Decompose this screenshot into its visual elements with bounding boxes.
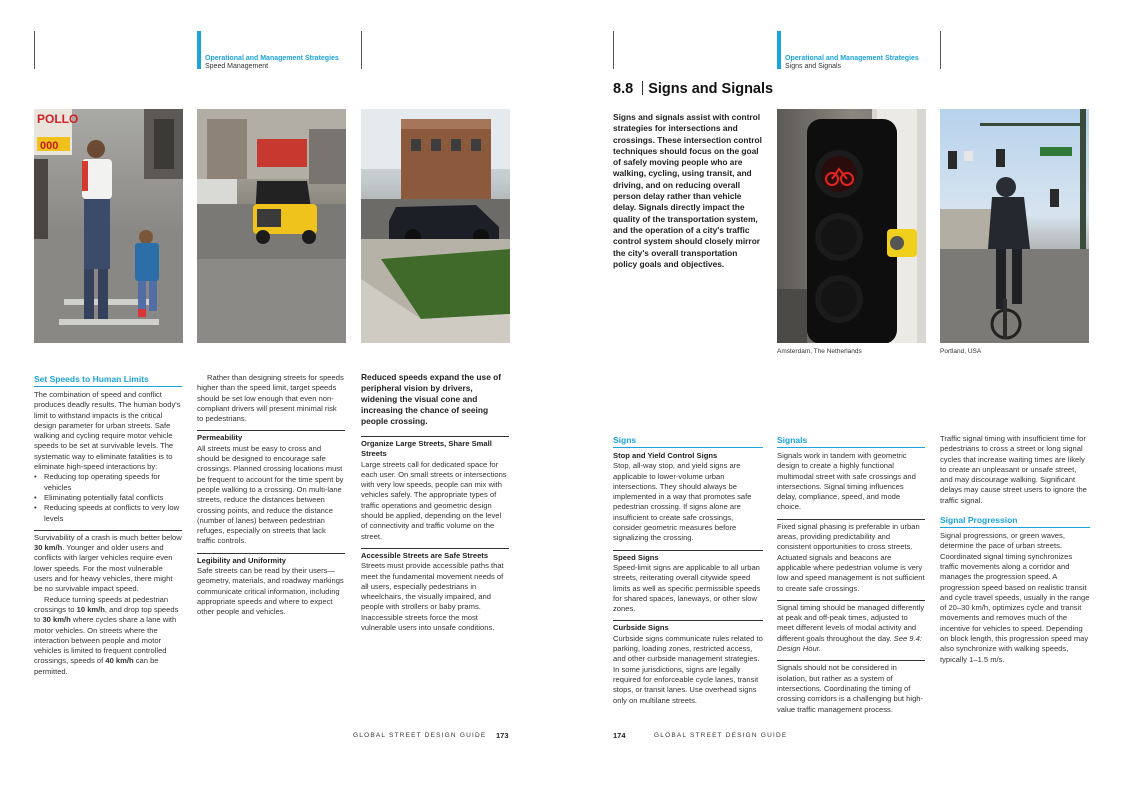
section-heading (613, 80, 773, 98)
left-header-subcategory: Speed Management (205, 63, 269, 70)
stop-yield-heading: Stop and Yield Control Signs (613, 451, 718, 460)
signal-system-section (777, 660, 925, 714)
legibility-section (197, 553, 345, 618)
signal-timing-text: Signal timing should be managed differently at peak and off-peak times, adjusted to meet different levels of modal activity and different goals throughout the day. (777, 602, 925, 643)
signals-paragraph-2: Fixed signal phasing is preferable in urban areas, providing predictability and consistent opportunities to cross streets. Actuated signals and beacons are applicable where pedestrian volume is very low and speed management is not sufficient to create safe crossings. (777, 521, 925, 593)
right-header-category: Operational and Management Strategies (785, 55, 919, 62)
cyclist-photo-art (940, 109, 1089, 343)
organize-section (361, 436, 509, 542)
header-divider-left-1 (34, 31, 35, 69)
legibility-heading: Legibility and Uniformity (197, 555, 287, 565)
set-speeds-paragraph-1: The combination of speed and conflict produces deadly results. The human body's limit to withstand impacts is the critical design parameter for urban streets. Safe walking and cycling require motor vehicle speeds to be set at survivable levels. The systematic way to eliminate fatalities is to eliminate high-speed interactions by: (34, 390, 181, 472)
accessible-heading: Accessible Streets are Safe Streets (361, 550, 489, 560)
legibility-body: Safe streets can be read by their users—geometry, materials, and roadway markings communicate critical information, including appropriate speeds and where to expect other people and vehicles. (197, 566, 344, 617)
target-speeds-paragraph: Rather than designing streets for speeds higher than the speed limit, target speeds should be set low enough that even non-compliant drivers will present minimal risk to pedestrians. (197, 373, 344, 424)
bicycle-traffic-signal-photo (777, 109, 926, 343)
svg-text:000: 000 (40, 140, 59, 152)
pedestrian-photo-art (34, 109, 183, 343)
right-header (785, 55, 935, 71)
bullet-item: • Reducing top operating speeds for vehicles (34, 472, 182, 493)
curbside-signs-section (613, 620, 763, 705)
right-footer-title: GLOBAL STREET DESIGN GUIDE (654, 732, 788, 739)
section-heading-separator (642, 81, 643, 95)
section-title: Signs and Signals (648, 81, 774, 97)
signs-signals-intro: Signs and signals assist with control strategies for intersections and crossings. These intersection control techniques should focus on the goal of safely moving people who are walking, cycling, using transit, and driving, and on reducing overall person delay rather than vehicle delay. Signals directly impact the quality of the transportation system, and the operation of a city's traffic control system should closely mirror the city's overall transportation policy goals and objectives. (613, 112, 762, 269)
set-speeds-title: Set Speeds to Human Limits (34, 373, 182, 387)
signals-paragraph-3 (777, 603, 925, 654)
signs-column (613, 434, 763, 706)
pedestrian-photo-adult-child (34, 109, 183, 343)
curbside-signs-body: Curbside signs communicate rules related to parking, loading zones, restricted access, and other curbside management strategies. In some jurisdictions, signs are legally required for enforceable cycle lanes, transit stops, or transit lanes. Use overhead signs only on multilane streets. (613, 633, 763, 705)
header-accent-bar-right (777, 31, 781, 69)
reduced-speeds-pull-quote: Reduced speeds expand the use of peripheral vision by drivers, widening the visual cone and increasing the chance of seeing people crossing. (361, 372, 502, 426)
photo-caption-amsterdam: Amsterdam, The Netherlands (777, 348, 862, 355)
fixed-phasing-section (777, 519, 925, 594)
cyclist-at-intersection-photo (940, 109, 1089, 343)
signs-title: Signs (613, 434, 763, 448)
signal-progression-column (940, 434, 1090, 665)
curbside-signs-heading: Curbside Signs (613, 623, 669, 633)
signal-photo-art (777, 109, 926, 343)
speed-40: 40 km/h (105, 656, 134, 666)
survivability-paragraph (34, 530, 182, 677)
survivability-speed: 30 km/h (34, 543, 63, 553)
turning-text-g: can be permitted. (34, 656, 159, 676)
bullet-item: • Reducing speeds at conflicts to very low levels (34, 503, 182, 524)
left-header-category: Operational and Management Strategies (205, 55, 339, 62)
speed-signs-body: Speed-limit signs are applicable to all urban streets, reiterating overall citywide speed limits as well as specific permissible speeds for shared spaces, laneways, or other slow zones. (613, 562, 761, 614)
turning-text-e: where cycles share a lane with motor vehicles. On streets where the interaction between people and motor vehicles is limited to frequent controlled crossings, speeds of (34, 615, 177, 666)
curb-photo-art (361, 109, 510, 343)
photo-caption-portland: Portland, USA (940, 348, 982, 355)
speed-signs-heading: Speed Signs (613, 552, 659, 562)
design-hour-reference: See 9.4: Design Hour. (777, 633, 922, 654)
left-page-number: 173 (496, 731, 509, 740)
svg-text:POLLO: POLLO (37, 112, 79, 126)
accessible-section (361, 548, 509, 633)
signals-title: Signals (777, 434, 925, 448)
bullet-item: • Eliminating potentially fatal conflicts (34, 493, 182, 503)
header-divider-right-1 (613, 31, 614, 69)
organize-column (361, 372, 509, 633)
survivability-text-c: . Younger and older users and conflicts with larger vehicles require even lower speeds. For the most vulnerable users and for heavy vehicles, there might be no survivable impact speed. (34, 543, 173, 594)
top-speed-30: 30 km/h (42, 615, 71, 625)
organize-body: Large streets call for dedicated space for each user. On small streets or intersections with very low speeds, people can mix with vehicles safely. The appropriate types of traffic operations and geometric design should be applied, depending on the level of connectivity and traffic volume on the street. (361, 459, 507, 541)
left-header (205, 55, 355, 71)
header-accent-bar-left (197, 31, 201, 69)
signal-timing-section (777, 600, 925, 654)
signals-paragraph-4: Signals should not be considered in isolation, but rather as a system of intersections. Coordinating the timing of crossing corridors is a challenging but high-value traffic management process. (777, 663, 924, 714)
speed-signs-section (613, 550, 763, 615)
signals-column (777, 434, 925, 715)
permeability-body: All streets must be easy to cross and should be designed to encourage safe crossings. Planned crossing locations must be frequent to account for the time spent by people walking to a crossing. On multi-lane streets, reduce the distances between crossing points, and reduce the distance (number of lanes) between pedestrian refuges, especially on streets that lack traffic controls. (197, 443, 344, 546)
header-divider-left-2 (361, 31, 362, 69)
section-number: 8.8 (613, 81, 634, 97)
turning-text-a: Reduce turning speeds at pedestrian crossings to (34, 594, 169, 614)
set-speeds-column (34, 373, 182, 677)
right-page-number: 174 (613, 731, 626, 740)
organize-heading: Organize Large Streets, Share Small Streets (361, 439, 492, 459)
turning-speeds-paragraph (34, 595, 182, 677)
stop-yield-body: Stop, all-way stop, and yield signs are applicable to lower-volume urban intersections. They should always be implemented in a way that promotes safe pedestrian crossing. If signs alone are insufficient to create safe crossings, consider geometric measures before signalizing the crossing. (613, 461, 752, 543)
set-speeds-bullets (34, 472, 182, 523)
curb-extension-car-photo (361, 109, 510, 343)
permeability-section (197, 430, 345, 546)
turning-speed-10: 10 km/h (76, 604, 105, 614)
turning-text-c: , and drop top speeds to (34, 604, 179, 625)
survivability-text-a: Survivability of a crash is much better below (34, 532, 182, 542)
rickshaw-photo-art (197, 109, 346, 343)
permeability-heading: Permeability (197, 433, 243, 443)
permeability-column (197, 373, 345, 618)
signals-paragraph-1: Signals work in tandem with geometric design to create a highly functional multimodal street with safe crossings and intersections. Signal timing influences delay, compliance, speed, and mode choice. (777, 451, 916, 512)
accessible-body: Streets must provide accessible paths that meet the fundamental movement needs of all users, especially pedestrians in wheelchairs, the visually impaired, and people with strollers or baby prams. Inaccessible streets force the most vulnerable users into unsafe conditions. (361, 561, 504, 633)
signal-progression-title: Signal Progression (940, 514, 1090, 528)
right-header-subcategory: Signs and Signals (785, 63, 842, 70)
signal-progression-body: Signal progressions, or green waves, determine the pace of urban streets. Coordinated signal timing synchronizes traffic movements along a corridor and manages the progression speed. A progression speed based on realistic transit and cycle travel speeds, usually in the range of 20–30 km/h, optimizes cycle and transit movements and removes much of the incentive for vehicles to speed. Depending on block length, this progression speed may also synchronize with walking speeds, typically 1–1.5 m/s. (940, 531, 1090, 664)
left-footer-title: GLOBAL STREET DESIGN GUIDE (353, 732, 487, 739)
header-divider-right-2 (940, 31, 941, 69)
signal-timing-insufficient-paragraph: Traffic signal timing with insufficient time for pedestrians to cross a street or long signal cycles that increase waiting times are likely to create an unpleasant or unsafe street, and may discourage walking. Significant delays may cause street users to ignore the traffic signal. (940, 434, 1087, 505)
auto-rickshaw-street-photo (197, 109, 346, 343)
